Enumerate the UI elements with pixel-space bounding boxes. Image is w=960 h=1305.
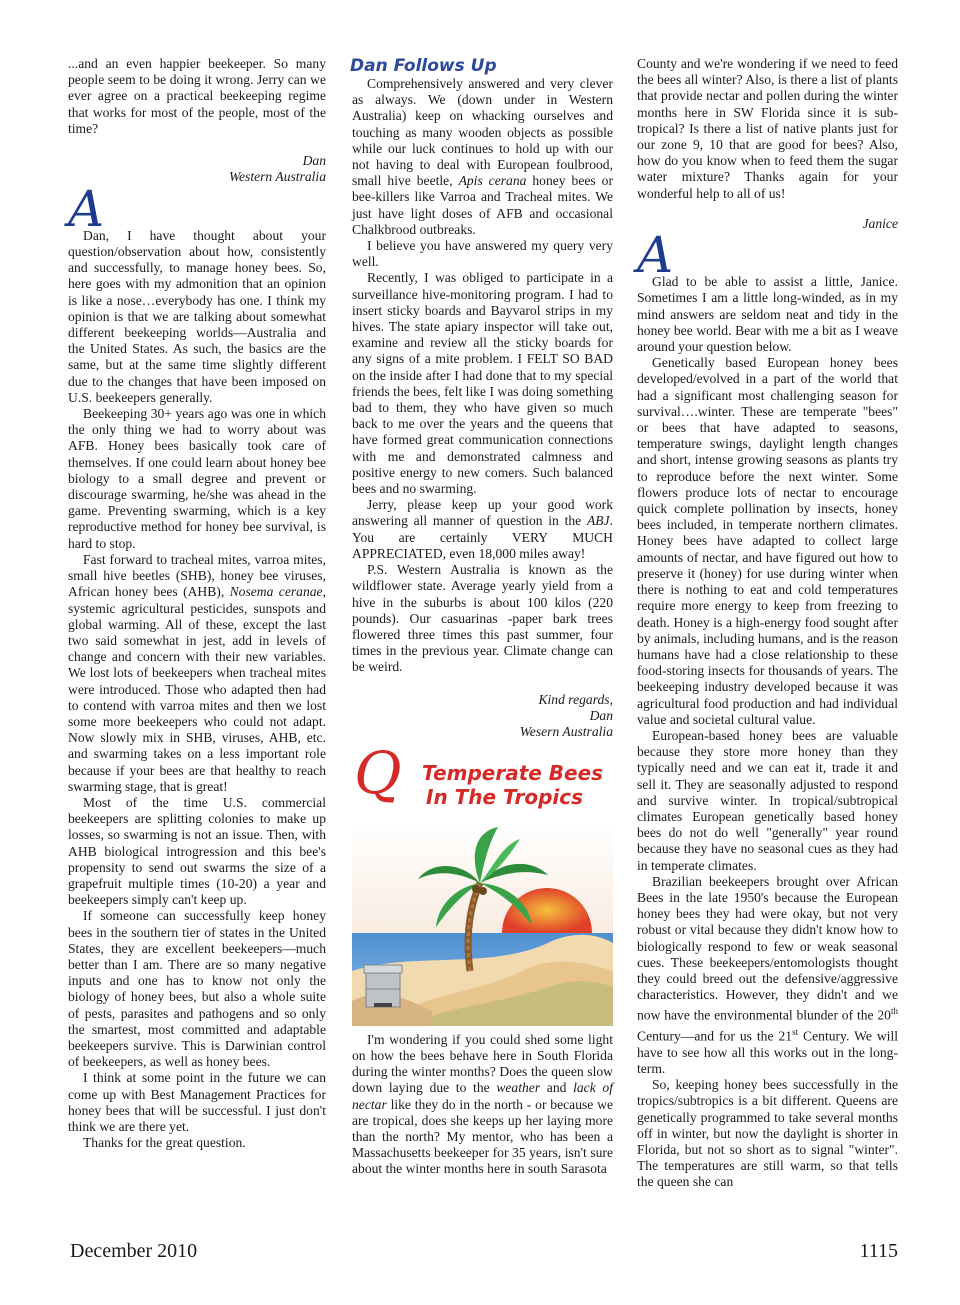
signature-place: Western Australia (228, 169, 326, 185)
column-left (68, 56, 326, 1151)
letter-paragraph: Recently, I was obliged to participate in a surveillance hive-monitoring program. I had to insert sticky boards and Bayvarol strips in my hives. The state apiary inspector will take out, examine and review all the sticky boards for any signs of a mite problem. I FELT SO BAD on the inside after I had done that to my special friends the bees, felt like I was doing something bad to them, they who have given so much back to me over the years and the queens that have formed great communication connections with me and demonstrated calmness and positive energy to new comers. Such balanced bees and no swarming. (352, 270, 613, 497)
answer-paragraph: Thanks for the great question. (83, 1135, 246, 1151)
answer-paragraph: Beekeeping 30+ years ago was one in which the only thing we had to worry about was AFB. Honey bees basically took care of themselves. If one could learn about honey bee biology to a small degree and prevent or discourage swarming, he/she was ahead in the game. Preventing swarming, which is a key reproductive method for honey bee survival, is hard to stop. (68, 406, 326, 551)
question-drop-mark: Q (354, 738, 402, 807)
letter-paragraph: Jerry, please keep up your good work answering all manner of question in the ABJ. You are certainly VERY MUCH APPRECIATED, even 18,000 miles away! (352, 497, 613, 561)
question-paragraph: I'm wondering if you could shed some light on how the bees behave here in South Florida during the winter months? Does the queen slow down laying due to the weather and lack of nectar like they do in the north - or because we are tropical, does she keeps up her laying more than the north? My mentor, who has been a Massachusetts beekeeper for 35 years, isn't sure about the winter months here in south Sarasota (352, 1031, 613, 1177)
signature-closing: Kind regards, (538, 691, 613, 707)
answer-drop-mark: A (68, 179, 105, 238)
letter-paragraph: P.S. Western Australia is known as the wildflower state. Average yearly yield from a hive in the suburbs is about 100 kilos (220 pounds). Our casuarinas -paper bark trees flowered three times this past summer, four times in the previous year. Climate change can be weird. (352, 562, 613, 675)
footer-date: December 2010 (70, 1240, 198, 1262)
letter-intro: ...and an even happier beekeeper. So many people seem to be doing it wrong. Jerry can we ever agree on a practical beekeeping regime that works for most of the people, most of the time? (68, 56, 326, 136)
signature-name: Dan (589, 707, 613, 723)
answer-paragraph: Brazilian beekeepers brought over African Bees in the late 1950's because the European honey bees they had were okay, but not very robust or vital because they didn't know how to biologically respond to few or weak seasonal cues. These beekeepers/entomologists thought they could breed out the defensive/aggressive characteristics. However, they didn't and we now have the environmental blunder of the 20th Century—and for us the 21st Century. We will have to see how all this works out in the long-term. (637, 873, 898, 1077)
answer-paragraph: So, keeping honey bees successfully in the tropics/subtropics is a bit different. Queens are genetically programmed to take several months off in winter, but now the daylight is shorter in Florida, but not so short as to signal "winter". The temperatures are still warm, so that tells the queen she can (637, 1077, 898, 1190)
letter-paragraph: I believe you have answered my query very well. (352, 238, 613, 270)
answer-paragraph: Genetically based European honey bees developed/evolved in a part of the world that had a significant most challenging season for survival….winter. These are temperate "bees" or bees that have adapted to seasons, temperature swings, daylight length changes and short, intense growing seasons as plants try to reproduce before the next winter. Some flowers produce lots of nectar to encourage quick complete pollination by insects, honey bees included, in temperate northern climates. Honey bees have adapted to collect large amounts of nectar, and have figured out how to preserve it (honey) for use during winter when there is nothing to eat and cold temperatures require more energy to keep from freezing to death. Honey is a high-energy food sought after by animals, including humans, and is the reason humans have had a close relationship to these food-storing insects for thousands of years. The beekeeping industry developed because it was agricultural food production and had individual value and societal cultural value. (637, 355, 898, 727)
tropical-beach-illustration (352, 821, 613, 1026)
signature-name: Janice (862, 215, 898, 231)
column-right (637, 56, 898, 1191)
answer-paragraph: Glad to be able to assist a little, Janice. Sometimes I am a little long-winded, as in my mind answers are seldom neat and tidy in the honey bee world. Bear with me a bit as I weave around your question below. (637, 274, 898, 355)
question-header (352, 738, 613, 819)
answer-paragraph: Fast forward to tracheal mites, varroa mites, small hive beetles (SHB), honey bee viruses, African honey bees (AHB), Nosema ceranae, systemic agricultural pesticides, sunspots and global warming. All of these, except the last two said somewhat in jest, add in levels of change and concern with their new variables. We lost lots of beekeepers when tracheal mites were introduced. Those who adapted then had to contend with varroa mites and then we lost some more beekeepers who could not adapt. Now slowly mix in SHB, viruses, AHB, etc. and swarming takes on a less important role because if your bees are that healthy to reach swarming stage, that is great! (68, 551, 326, 794)
question-title: Temperate Bees In The Tropics (422, 760, 604, 809)
answer-drop-mark: A (637, 226, 674, 285)
answer-paragraph: Most of the time U.S. commercial beekeepers are splitting colonies to make up losses, so swarming is not an issue. Then, with AHB biological introgression and this bee's propensity to send out swarms the size of a grapefruit multiple times (10-20) a year and beekeepers simply can't keep up. (68, 794, 326, 908)
signature-name: Dan (302, 153, 326, 169)
letter-paragraph: Comprehensively answered and very clever as always. We (down under in Western Australia) keep on whacking ourselves and touching as many wooden objects as possible while our luck continues to hold up with our not having to deal with European foulbrood, small hive beetle, Apis cerana honey bees or bee-killers like Varroa and Tracheal mites. We just have light doses of AFB and occasional Chalkbrood outbreaks. (352, 76, 613, 237)
page-number: 1115 (859, 1240, 898, 1262)
section-heading: Dan Follows Up (350, 56, 497, 76)
answer-paragraph: Dan, I have thought about your question/observation about how, consistently and successfully, to manage honey bees. So, here goes with my admonition that an opinion is like a nose…everybody has one. I think my opinion is that we are talking about somewhat different beekeeping worlds—Australia and the United States. As such, the basics are the same, but at the same time slightly different due to the changes that have been imposed on U.S. beekeepers generally. (68, 227, 326, 405)
answer-paragraph: I think at some point in the future we can come up with Best Management Practices for honey bees that will be successful. I just don't think we are there yet. (68, 1070, 326, 1134)
answer-paragraph: European-based honey bees are valuable because they store more honey than they typically need and we can eat it, trade it and sell it. They are seasonally adjusted to respond and survive winter. In tropical/subtropical climates European genetically based honey bees do not do well "generally" year round because they have no seasonal cues as they had in temperate climates. (637, 727, 898, 873)
question-paragraph: County and we're wondering if we need to feed the bees all winter? Also, is there a list of plants that provide nectar and pollen during the winter months here in SW Florida since it is sub-tropical? Is there a list of native plants just for our zone 9, 10 that are good for bees? Also, how do you know when to feed them the sugar water mixture? Thanks again for your wonderful help to all of us! (637, 56, 898, 201)
signature-place: Wesern Australia (519, 724, 613, 740)
answer-paragraph: If someone can successfully keep honey bees in the southern tier of states in the United States, they are excellent beekeepers—much better than I am. There are so many negative inputs and one has to know not only the biology of honey bees, but also a whole suite of pests, parasites and pathogens and so only the smartest, most committed and adaptable beekeepers survive. This is Darwinian control of beekeepers, as well as honey bees. (68, 908, 326, 1070)
column-middle (352, 56, 613, 1178)
